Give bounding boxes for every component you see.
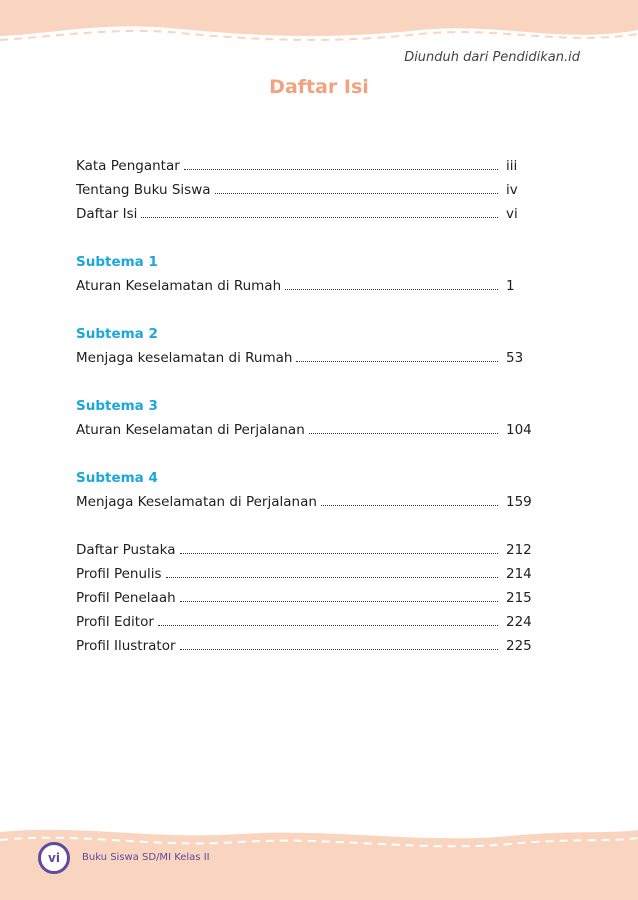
toc-entry-label: Profil Penelaah <box>76 590 176 606</box>
toc-entry-daftar-pustaka[interactable] <box>76 534 546 558</box>
toc-entry-subtema-1[interactable] <box>76 270 546 294</box>
toc-entry-page: 1 <box>506 278 515 294</box>
dot-leader <box>309 432 498 434</box>
toc-entry-profil-ilustrator[interactable] <box>76 630 546 654</box>
dot-leader <box>180 600 498 602</box>
dot-leader <box>180 552 498 554</box>
toc-entry-page: 214 <box>506 566 532 582</box>
toc-entry-subtema-3[interactable] <box>76 414 546 438</box>
toc-entry-page: 212 <box>506 542 532 558</box>
toc-entry-subtema-4[interactable] <box>76 486 546 510</box>
toc-entry-label: Daftar Isi <box>76 206 138 222</box>
toc-entry-page: 215 <box>506 590 532 606</box>
dot-leader <box>321 504 498 506</box>
page-number-badge: vi <box>38 842 70 874</box>
toc-entry-label: Profil Penulis <box>76 566 162 582</box>
toc-entry-label: Profil Editor <box>76 614 154 630</box>
toc-entry-page: 104 <box>506 422 532 438</box>
toc-entry-label: Aturan Keselamatan di Perjalanan <box>76 422 305 438</box>
dot-leader <box>296 360 498 362</box>
page-title: Daftar Isi <box>269 76 369 98</box>
toc-entry-page: 159 <box>506 494 532 510</box>
toc-entry-label: Menjaga keselamatan di Rumah <box>76 350 293 366</box>
source-note: Diunduh dari Pendidikan.id <box>404 50 580 65</box>
dot-leader <box>184 168 498 170</box>
subtheme-heading-3: Subtema 3 <box>76 398 158 414</box>
subtheme-heading-4: Subtema 4 <box>76 470 158 486</box>
dot-leader <box>180 648 498 650</box>
toc-entry-profil-editor[interactable] <box>76 606 546 630</box>
toc-entry-label: Aturan Keselamatan di Rumah <box>76 278 282 294</box>
dot-leader <box>285 288 498 290</box>
subtheme-heading-1: Subtema 1 <box>76 254 158 270</box>
toc-entry-subtema-2[interactable] <box>76 342 546 366</box>
toc-entry-tentang-buku-siswa[interactable] <box>76 174 546 198</box>
toc-entry-label: Daftar Pustaka <box>76 542 176 558</box>
toc-entry-daftar-isi[interactable] <box>76 198 546 222</box>
toc-entry-page: vi <box>506 206 518 222</box>
toc-entry-page: 224 <box>506 614 532 630</box>
footer-book-title: Buku Siswa SD/MI Kelas II <box>82 852 210 863</box>
toc-entry-kata-pengantar[interactable] <box>76 150 546 174</box>
dot-leader <box>215 192 498 194</box>
toc-entry-page: 53 <box>506 350 524 366</box>
toc-entry-label: Profil Ilustrator <box>76 638 176 654</box>
toc-entry-page: iv <box>506 182 518 198</box>
subtheme-heading-2: Subtema 2 <box>76 326 158 342</box>
toc-entry-label: Tentang Buku Siswa <box>76 182 211 198</box>
dot-leader <box>166 576 498 578</box>
dot-leader <box>158 624 498 626</box>
table-of-contents <box>76 150 546 654</box>
toc-entry-label: Menjaga Keselamatan di Perjalanan <box>76 494 317 510</box>
toc-entry-profil-penelaah[interactable] <box>76 582 546 606</box>
toc-entry-label: Kata Pengantar <box>76 158 180 174</box>
toc-entry-profil-penulis[interactable] <box>76 558 546 582</box>
toc-entry-page: iii <box>506 158 518 174</box>
dot-leader <box>141 216 498 218</box>
toc-entry-page: 225 <box>506 638 532 654</box>
